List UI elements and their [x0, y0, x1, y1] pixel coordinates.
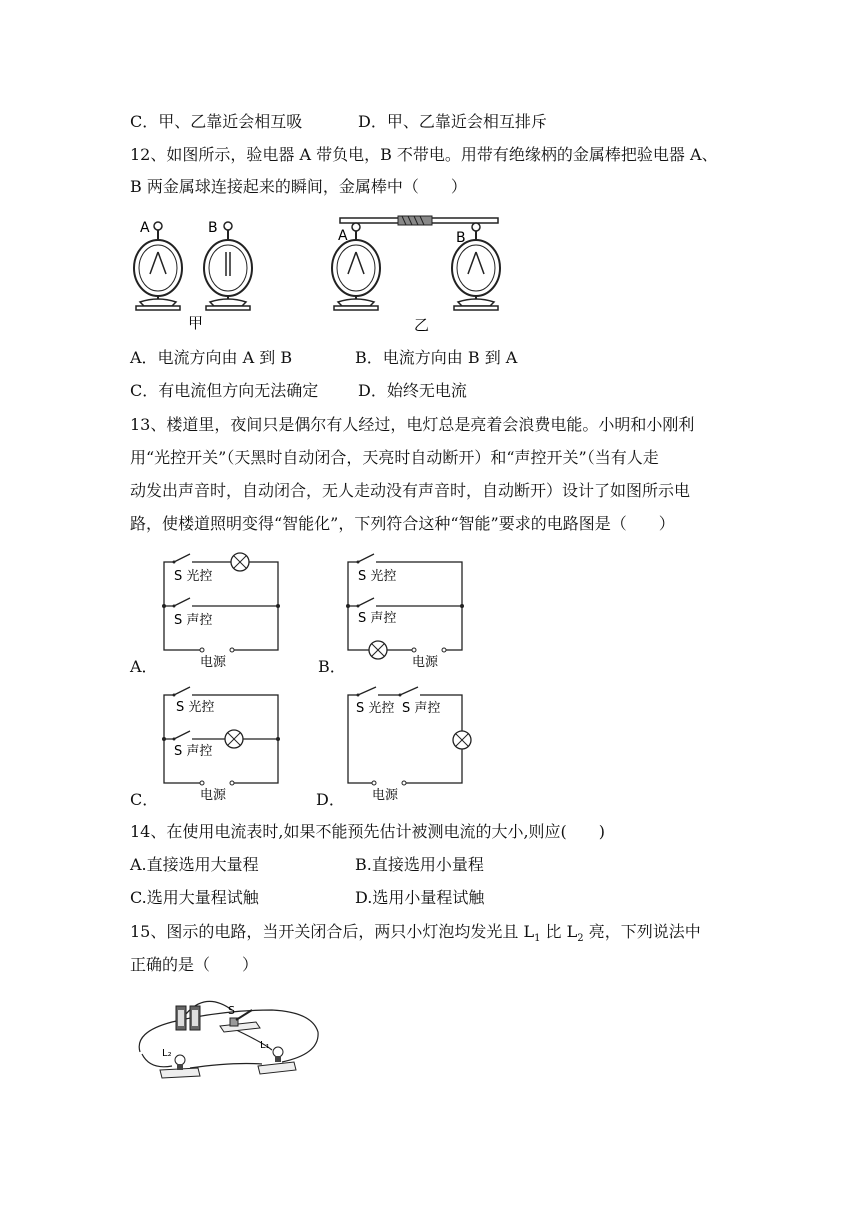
q13-circuit-a [160, 552, 290, 670]
c-sound-switch-label: S 声控 [174, 744, 213, 759]
electroscope-b-jia [204, 220, 252, 310]
switch-s-label: S [228, 1004, 235, 1017]
d-sound-switch-label: S 声控 [402, 701, 441, 716]
caption-jia: 甲 [188, 314, 204, 332]
q14-option-c: C.选用大量程试触 [130, 888, 259, 907]
a-sound-switch-label: S 声控 [174, 613, 213, 628]
q13-option-b-label: B． [318, 657, 346, 676]
q12-option-a: A．电流方向由 A 到 B [130, 348, 293, 367]
q11-option-d: D．甲、乙靠近会相互排斥 [358, 112, 547, 131]
q15-sub-1: 1 [534, 933, 541, 945]
lamp-l2 [160, 1048, 200, 1078]
c-light-switch-label: S 光控 [176, 700, 215, 715]
q13-stem-line4: 路，使楼道照明变得“智能化”，下列符合这种“智能”要求的电路图是（ ） [130, 514, 675, 533]
b-sound-switch-label: S 声控 [358, 611, 397, 626]
switch-s [220, 1004, 260, 1032]
q12-stem-line1: 12、如图所示，验电器 A 带负电，B 不带电。用带有绝缘柄的金属棒把验电器 A、 [130, 145, 718, 164]
q15-sub-2: 2 [577, 933, 584, 945]
label-b-jia: B [208, 220, 218, 236]
q15-stem-line1 [130, 921, 701, 950]
q12-option-d: D．始终无电流 [358, 381, 467, 400]
q15-stem-part3: 亮，下列说法中 [583, 922, 701, 941]
q14-option-a: A.直接选用大量程 [130, 855, 259, 874]
electroscope-b-yi [452, 223, 500, 310]
q15-stem-part1: 15、图示的电路，当开关闭合后，两只小灯泡均发光且 L [130, 922, 535, 941]
a-light-switch-label: S 光控 [174, 569, 213, 584]
l2-label: L₂ [162, 1048, 172, 1059]
q15-stem-line2: 正确的是（ ） [130, 955, 259, 974]
electroscope-a-yi [332, 223, 380, 310]
q13-circuit-c [160, 685, 290, 803]
caption-yi: 乙 [414, 316, 430, 334]
b-light-switch-label: S 光控 [358, 569, 397, 584]
q12-option-c: C．有电流但方向无法确定 [130, 381, 319, 400]
label-a-yi: A [338, 228, 348, 244]
lamp-l1 [258, 1040, 296, 1074]
q14-stem: 14、在使用电流表时,如果不能预先估计被测电流的大小,则应( ) [130, 822, 606, 841]
q12-option-b: B．电流方向由 B 到 A [355, 348, 518, 367]
label-a-jia: A [140, 220, 150, 236]
label-b-yi: B [456, 230, 466, 246]
q14-option-b: B.直接选用小量程 [355, 855, 484, 874]
q13-circuit-b [344, 552, 474, 670]
q13-stem-line3: 动发出声音时，自动闭合，无人走动没有声音时，自动断开）设计了如图所示电 [130, 481, 691, 500]
electroscope-a-jia [134, 220, 182, 310]
a-source-label: 电源 [200, 655, 227, 670]
q12-figure-electroscopes [128, 210, 508, 335]
c-source-label: 电源 [200, 788, 227, 803]
q13-circuit-d [344, 685, 474, 803]
q15-circuit-figure [132, 992, 322, 1082]
q13-option-c-label: C． [130, 790, 159, 809]
d-light-switch-label: S 光控 [356, 701, 395, 716]
q11-option-c: C．甲、乙靠近会相互吸 [130, 112, 303, 131]
q13-option-a-label: A． [130, 657, 158, 676]
q12-stem-line2: B 两金属球连接起来的瞬间，金属棒中（ ） [130, 177, 467, 196]
l1-label: L₁ [260, 1040, 270, 1051]
q13-stem-line1: 13、楼道里，夜间只是偶尔有人经过，电灯总是亮着会浪费电能。小明和小刚利 [130, 415, 695, 434]
q13-option-d-label: D． [316, 790, 345, 809]
b-source-label: 电源 [412, 655, 439, 670]
q14-option-d: D.选用小量程试触 [355, 888, 485, 907]
q15-stem-part2: 比 L [540, 922, 578, 941]
q13-stem-line2: 用“光控开关”（天黑时自动闭合，天亮时自动断开）和“声控开关”（当有人走 [130, 448, 659, 467]
d-source-label: 电源 [372, 788, 399, 803]
